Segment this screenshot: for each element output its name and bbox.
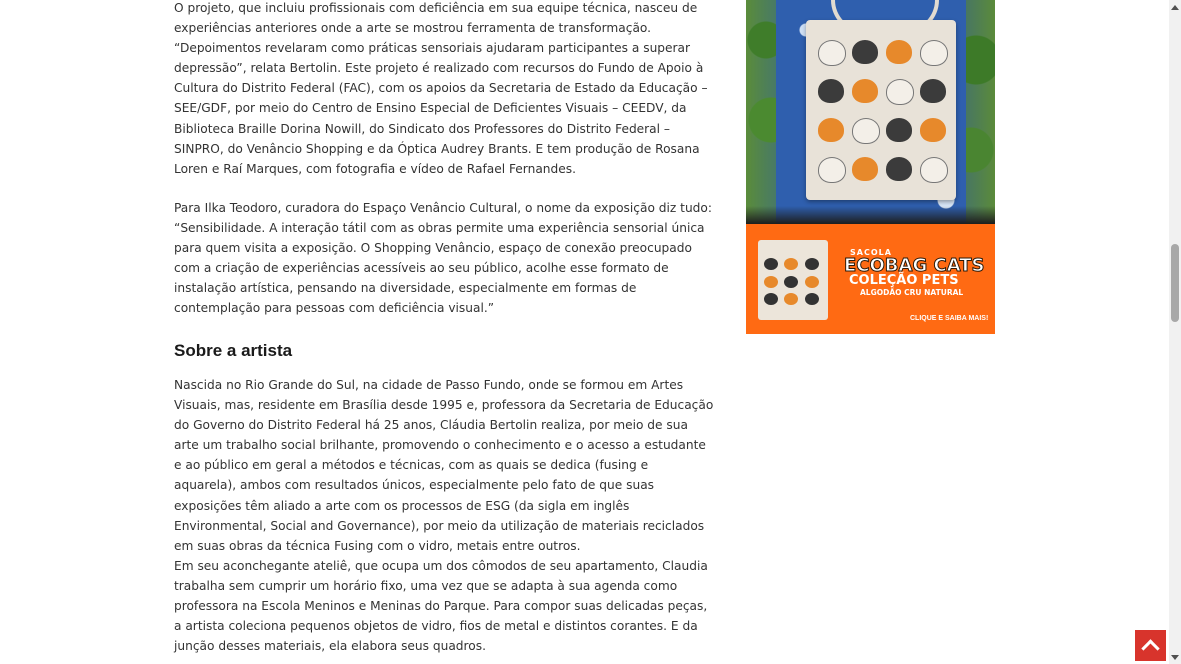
arrow-down-icon (1171, 655, 1179, 660)
ecobag-ad-banner[interactable] (746, 0, 995, 334)
ad-kicker: SACOLA (850, 248, 892, 257)
ad-cats-illustration (818, 40, 944, 190)
arrow-up-icon (1171, 5, 1179, 10)
scrollbar-thumb[interactable] (1171, 244, 1179, 322)
paragraph-atelier: Em seu aconchegante ateliê, que ocupa um dos cômodos de seu apartamento, Claudia trabalha sem cumprir um horário fixo, uma vez que se adapta à sua agenda como professora na Escola Meninos e Meninas do Parque. Para compor suas delicadas peças, a artista coleciona pequenos objetos de vidro, fios de metal e distintos corantes. E da junção desses materiais, ela elabora seus quadros. (174, 559, 708, 654)
vertical-scrollbar[interactable] (1169, 0, 1181, 664)
paragraph-project: O projeto, que incluiu profissionais com deficiência em sua equipe técnica, nasceu de experiências anteriores onde a arte se mostrou ferramenta de transformação. “Depoimentos revelaram como práticas sensoriais ajudaram participantes a superar depressão”, relata Bertolin. Este projeto é realizado com recursos do Fundo de Apoio à Cultura do Distrito Federal (FAC), com os apoios da Secretaria de Estado da Educação – SEE/GDF, por meio do Centro de Ensino Especial de Deficientes Visuais – CEEDV, da Biblioteca Braille Dorina Nowill, do Sindicato dos Professores do Distrito Federal – SINPRO, do Venâncio Shopping e da Óptica Audrey Brants. E tem produção de Rosana Loren e Raí Marques, com fotografia e vídeo de Rafael Fernandes. (174, 1, 708, 176)
paragraph-artist-bio: Nascida no Rio Grande do Sul, na cidade de Passo Fundo, onde se formou em Artes Visuais, mas, residente em Brasília desde 1995 e, professora da Secretaria de Educação do Governo do Distrito Federal há 25 anos, Cláudia Bertolin realiza, por meio de sua arte um trabalho social brilhante, promovendo o conhecimento e o acesso a estudante e ao público em geral a métodos e técnicas, com as quais se dedica (fusing e aquarela), ambos com resultados únicos, especialmente pelo fato de que suas exposições têm aliado a arte com os processos de ESG (da sigla em inglês Environmental, Social and Governance), por meio da utilização de materiais reciclados em suas obras da técnica Fusing com o vidro, metais entre outros. (174, 378, 714, 553)
scroll-down-button[interactable] (1169, 650, 1181, 664)
section-heading-artist: Sobre a artista (174, 341, 293, 360)
paragraph-curator-quote: Para Ilka Teodoro, curadora do Espaço Venâncio Cultural, o nome da exposição diz tudo: “Sensibilidade. A interação tátil com as obras permite uma experiência sensorial única para quem visita a exposição. O Shopping Venâncio, espaço de conexão preocupado com a criação de experiências acessíveis ao seu público, acolhe esse formato de instalação artística, pensando na diversidade, especialmente em formas de contemplação para pessoas com deficiência visual.” (174, 201, 712, 316)
back-to-top-button[interactable] (1135, 630, 1166, 661)
ad-title: ECOBAG CATS (844, 255, 985, 276)
scroll-up-button[interactable] (1169, 0, 1181, 14)
chevron-up-icon (1141, 639, 1159, 657)
ad-subtitle: COLEÇÃO PETS (849, 273, 959, 288)
ad-tagline: ALGODÃO CRU NATURAL (860, 288, 964, 297)
ad-cta[interactable]: CLIQUE E SAIBA MAIS! (910, 315, 989, 322)
